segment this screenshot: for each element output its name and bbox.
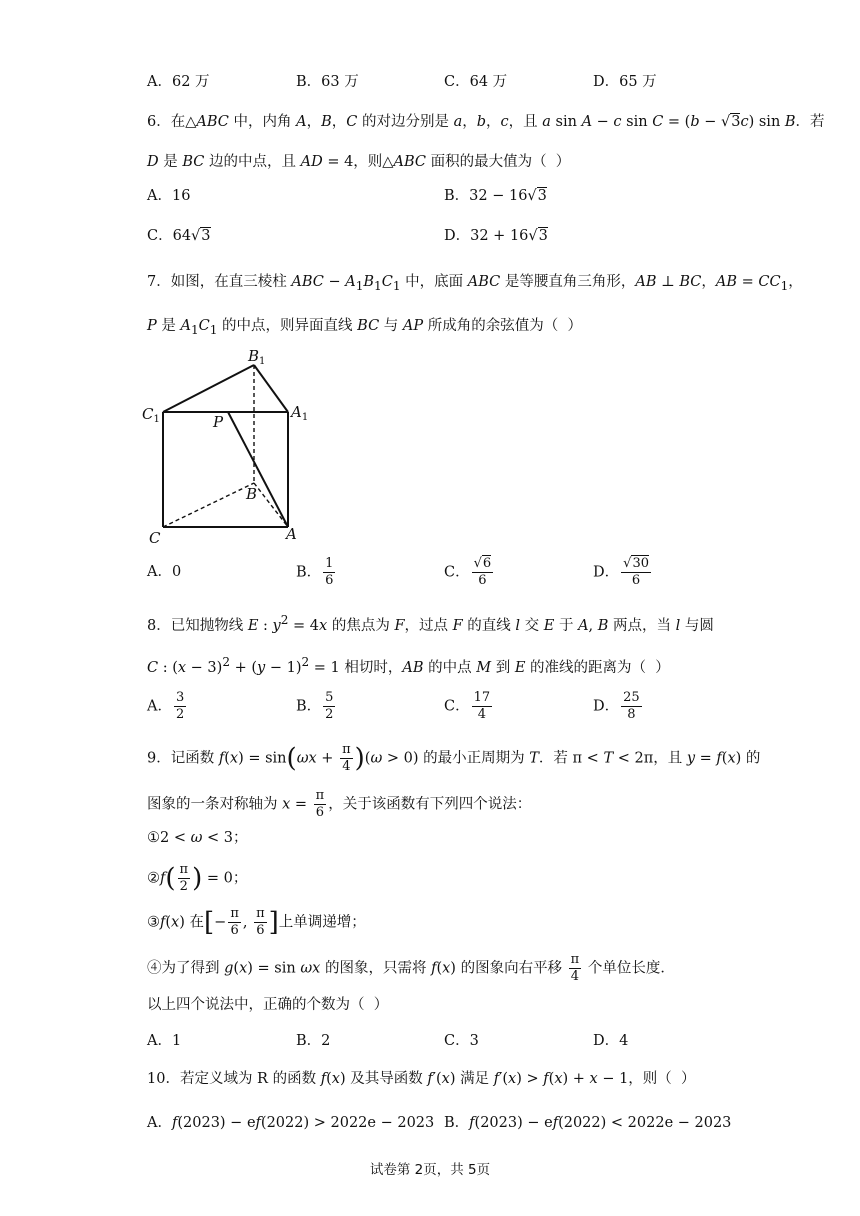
- q9-statement-4: ④为了得到 g(x) = sin ωx 的图象，只需将 f(x) 的图象向右平移 $\frac{\pi}{4}$ 个单位长度．: [147, 952, 675, 984]
- label-c: C: [149, 529, 161, 547]
- edge-b-a: [254, 483, 288, 527]
- q5-option-b: B．63 万: [296, 74, 359, 90]
- q8-option-c: C． $\frac{17}{4}$: [444, 690, 491, 722]
- q10-option-a: A．f(2023) − ef(2022) > 2022e − 2023: [147, 1115, 435, 1131]
- q9-stem-line1: 9．记函数 f(x) = sin(ωx + $\frac{\pi}{4}$ )(ω > 0) 的最小正周期为 T．若 π < T < 2π，且 y = f(x) 的: [147, 742, 761, 774]
- q6-stem-line1: 6．在△ABC 中，内角 A，B，C 的对边分别是 a，b，c，且 a sin A − c sin C = (b − √3c) sin B．若: [147, 114, 825, 130]
- q9-statement-2: ②f( $\frac{\pi}{2}$ ) = 0；: [147, 862, 248, 894]
- q9-statement-3: ③f(x) 在[− $\frac{\pi}{6}$ , $\frac{\pi}{6}$ ]上单调递增；: [147, 906, 366, 938]
- label-b1: $B_1$: [248, 347, 266, 367]
- q7-stem-line1: 7．如图，在直三棱柱 ABC − $A_1B_1C_1$ 中，底面 ABC 是等腰直角三角形，AB ⊥ BC，AB = $CC_1$，: [147, 274, 803, 293]
- q10-stem-line1: 10．若定义域为 R 的函数 f(x) 及其导函数 f′(x) 满足 f′(x) > f(x) + x − 1，则（ ）: [147, 1071, 696, 1087]
- q6-option-c: C．64√3: [147, 228, 211, 244]
- q5-option-c: C．64 万: [444, 74, 508, 90]
- q9-stem-line3: 以上四个说法中，正确的个数为（ ）: [147, 997, 389, 1013]
- q9-option-c: C．3: [444, 1033, 479, 1049]
- q7-option-c: C． $\frac{√6}{6}$: [444, 556, 492, 588]
- q7-option-b: B． $\frac{1}{6}$: [296, 556, 334, 588]
- q7-stem-line2: P 是 $A_1C_1$ 的中点，则异面直线 BC 与 AP 所成角的余弦值为（ ）: [147, 318, 582, 337]
- q9-stem-line2: 图象的一条对称轴为 x = $\frac{\pi}{6}$ ，关于该函数有下列四个说法：: [147, 788, 532, 820]
- label-b: B: [246, 485, 258, 503]
- q8-stem-line1: 8．已知抛物线 E : $y^2 = 4x$ 的焦点为 F，过点 F 的直线 l 交 E 于 A, B 两点，当 l 与圆: [147, 613, 714, 634]
- edge-c1-b1: [163, 365, 254, 412]
- q7-option-d: D． $\frac{√30}{6}$: [593, 556, 649, 588]
- q10-option-b: B．f(2023) − ef(2022) < 2022e − 2023: [444, 1115, 732, 1131]
- q9-statement-1: ①2 < ω < 3；: [147, 830, 248, 846]
- q9-option-d: D．4: [593, 1033, 629, 1049]
- q6-option-d: D．32 + 16√3: [444, 228, 548, 244]
- q8-option-b: B． $\frac{5}{2}$: [296, 690, 334, 722]
- q8-option-a: A． $\frac{3}{2}$: [147, 690, 185, 722]
- label-p: P: [213, 413, 224, 431]
- label-a: A: [286, 525, 297, 543]
- edge-c-b: [163, 483, 254, 527]
- q6-option-b: B．32 − 16√3: [444, 188, 547, 204]
- page-footer: 试卷第 2页，共 5页: [369, 1162, 491, 1178]
- q7-option-a: A．0: [147, 564, 182, 580]
- q6-option-a: A．16: [147, 188, 191, 204]
- q9-option-b: B．2: [296, 1033, 331, 1049]
- q8-stem-line2: C : $(x - 3)^2 + (y - 1)^2 = 1$ 相切时，AB 的中点 M 到 E 的准线的距离为（ ）: [147, 655, 670, 676]
- edge-b1-a1: [254, 365, 288, 412]
- q9-option-a: A．1: [147, 1033, 182, 1049]
- label-c1: $C_1$: [142, 405, 160, 425]
- q5-option-a: A．62 万: [147, 74, 210, 90]
- prism-figure: [140, 345, 320, 550]
- q6-stem-line2: D 是 BC 边的中点，且 AD = 4，则△ABC 面积的最大值为（ ）: [147, 154, 571, 170]
- segment-p-a: [228, 412, 288, 527]
- q8-option-d: D． $\frac{25}{8}$: [593, 690, 640, 722]
- q5-option-d: D．65 万: [593, 74, 657, 90]
- label-a1: $A_1$: [291, 403, 309, 423]
